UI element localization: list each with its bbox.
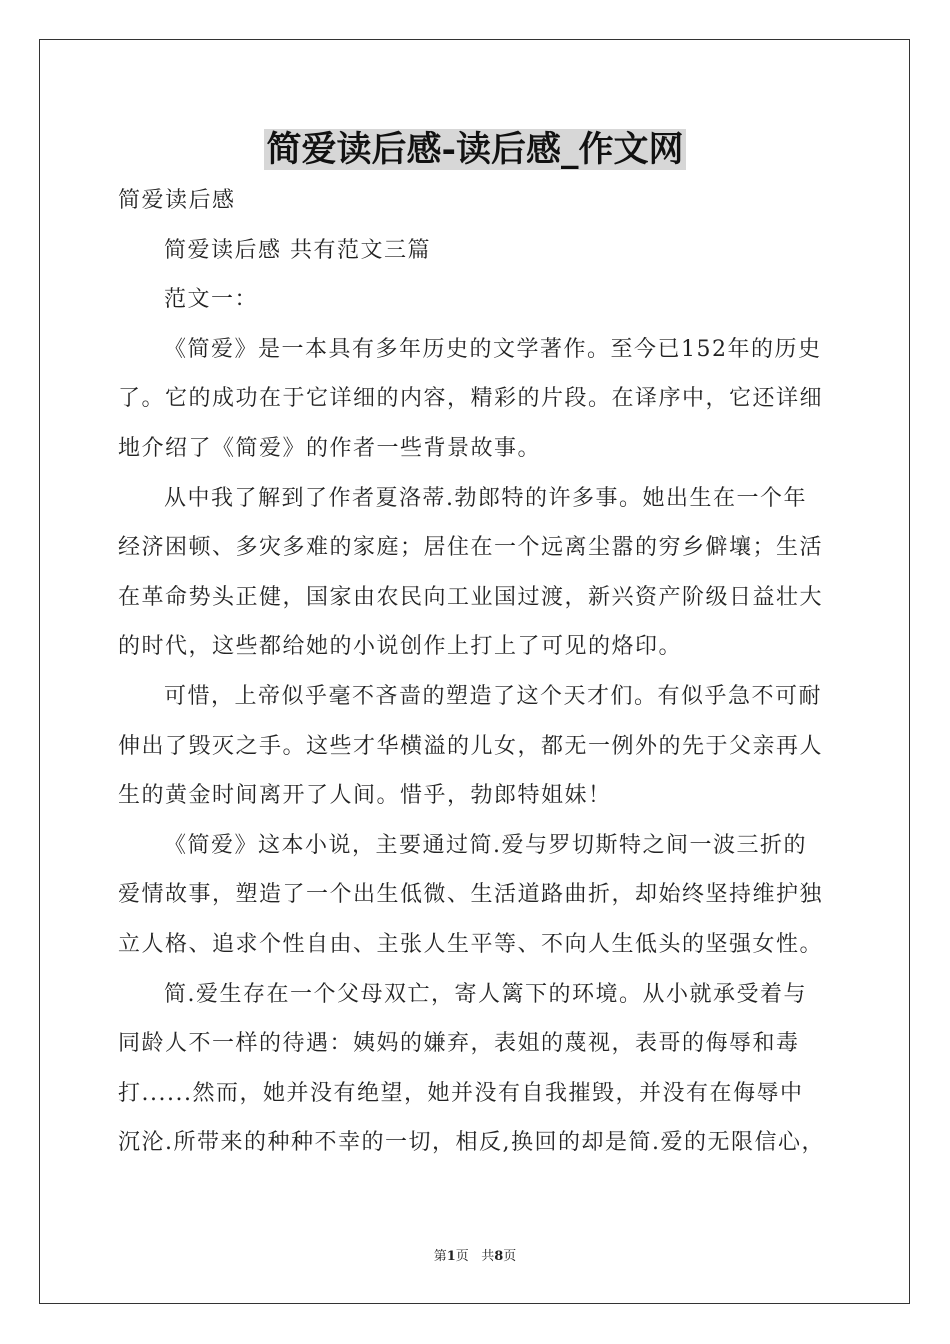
text-line: 了。它的成功在于它详细的内容，精彩的片段。在译序中，它还详细 (118, 386, 824, 412)
text-line: 《简爱》这本小说，主要通过简.爱与罗切斯特之间一波三折的 (164, 832, 807, 858)
text-line: 生的黄金时间离开了人间。惜乎，勃郎特姐妹！ (118, 783, 612, 809)
text-line: 《简爱》是一本具有多年历史的文学著作。至今已152年的历史 (164, 336, 822, 362)
text-line: 打......然而，她并没有绝望，她并没有自我摧毁，并没有在侮辱中 (118, 1080, 804, 1106)
total-suffix: 页 (503, 1249, 517, 1264)
page-number: 1 (446, 1249, 456, 1264)
page-footer (0, 1245, 950, 1264)
text-line: 简爱读后感 (118, 188, 236, 213)
text-line: 同龄人不一样的待遇：姨妈的嫌弃，表姐的蔑视，表哥的侮辱和毒 (118, 1031, 800, 1057)
text-line: 在革命势头正健，国家由农民向工业国过渡，新兴资产阶级日益壮大 (118, 584, 824, 610)
text-line: 经济困顿、多灾多难的家庭；居住在一个远离尘嚣的穷乡僻壤；生活 (118, 535, 824, 561)
document-body (118, 176, 838, 1168)
page-prefix: 第 (433, 1249, 447, 1264)
text-line: 从中我了解到了作者夏洛蒂.勃郎特的许多事。她出生在一个年 (164, 485, 807, 511)
page-suffix: 页 (455, 1249, 469, 1264)
text-line: 地介绍了《简爱》的作者一些背景故事。 (118, 435, 542, 461)
total-pages: 8 (494, 1249, 504, 1264)
text-line: 简爱读后感 共有范文三篇 (164, 237, 431, 263)
text-line: 爱情故事，塑造了一个出生低微、生活道路曲折，却始终坚持维护独 (118, 882, 824, 908)
document-title (0, 126, 950, 174)
text-line: 简.爱生存在一个父母双亡，寄人篱下的环境。从小就承受着与 (164, 981, 807, 1007)
title-text: 简爱读后感-读后感_作文网 (266, 129, 684, 170)
text-line: 可惜，上帝似乎毫不吝啬的塑造了这个天才们。有似乎急不可耐 (164, 683, 823, 709)
text-line: 立人格、追求个性自由、主张人生平等、不向人生低头的坚强女性。 (118, 931, 824, 957)
text-line: 沉沦.所带来的种种不幸的一切，相反,换回的却是简.爱的无限信心， (118, 1130, 825, 1156)
text-line: 的时代，这些都给她的小说创作上打上了可见的烙印。 (118, 634, 683, 660)
total-prefix: 共 (481, 1249, 495, 1264)
text-line: 范文一： (164, 287, 259, 313)
text-line: 伸出了毁灭之手。这些才华横溢的儿女，都无一例外的先于父亲再人 (118, 733, 824, 759)
